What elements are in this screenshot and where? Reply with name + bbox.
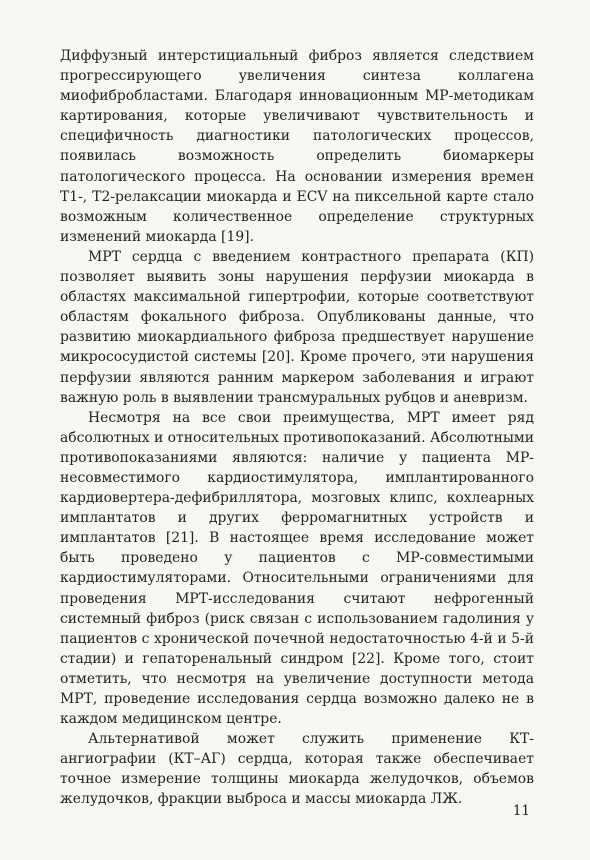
paragraph-diffuse-fibrosis: Диффузный интерстициальный фиброз является следствием прогрессирующего увеличения синтеза коллагена миофибробластами. Благодаря инновационным МР-методикам картирования, которые увеличивают чувствительность и специфичность диагностики патологических процессов, появилась возможность определить биомаркеры патологического процесса. На основании измерения времен T1-, T2-релаксации миокарда и ECV на пиксельной карте стало возможным количественное определение структурных изменений миокарда [19]. [60, 48, 534, 245]
page-number: 11 [512, 803, 530, 819]
paragraph-mri-contraindications: Несмотря на все свои преимущества, МРТ имеет ряд абсолютных и относительных противопоказаний. Абсолютными противопоказаниями являются: наличие у пациента МР-несовместимого кардиостимулятора, имплантированного кардиовертера-дефибриллятора, мозговых клипс, кохлеарных имплантатов и других ферромагнитных устройств и имплантатов [21]. В настоящее время исследование может быть проведено у пациентов с МР-совместимыми кардиостимуляторами. Относительными ограничениями для проведения МРТ-исследования считают нефрогенный системный фиброз (риск связан с использованием гадолиния у пациентов с хронической почечной недостаточностью 4-й и 5-й стадии) и гепаторенальный синдром [22]. Кроме того, стоит отметить, что несмотря на увеличение доступности метода МРТ, проведение исследования сердца возможно далеко не в каждом медицинском центре. [60, 409, 534, 728]
paragraph-ct-angiography: Альтернативой может служить применение КТ-ангиографии (КТ–АГ) сердца, которая также обеспечивает точное измерение толщины миокарда желудочков, объемов желудочков, фракции выброса и массы миокарда ЛЖ. [60, 731, 534, 808]
paragraph-mri-contrast: МРТ сердца с введением контрастного препарата (КП) позволяет выявить зоны нарушения перфузии миокарда в областях максимальной гипертрофии, которые соответствуют областям фокального фиброза. Опубликованы данные, что развитию миокардиального фиброза предшествует нарушение микрососудистой системы [20]. Кроме прочего, эти нарушения перфузии являются ранним маркером заболевания и играют важную роль в выявлении трансмуральных рубцов и аневризм. [60, 248, 534, 406]
body-text [60, 46, 534, 810]
